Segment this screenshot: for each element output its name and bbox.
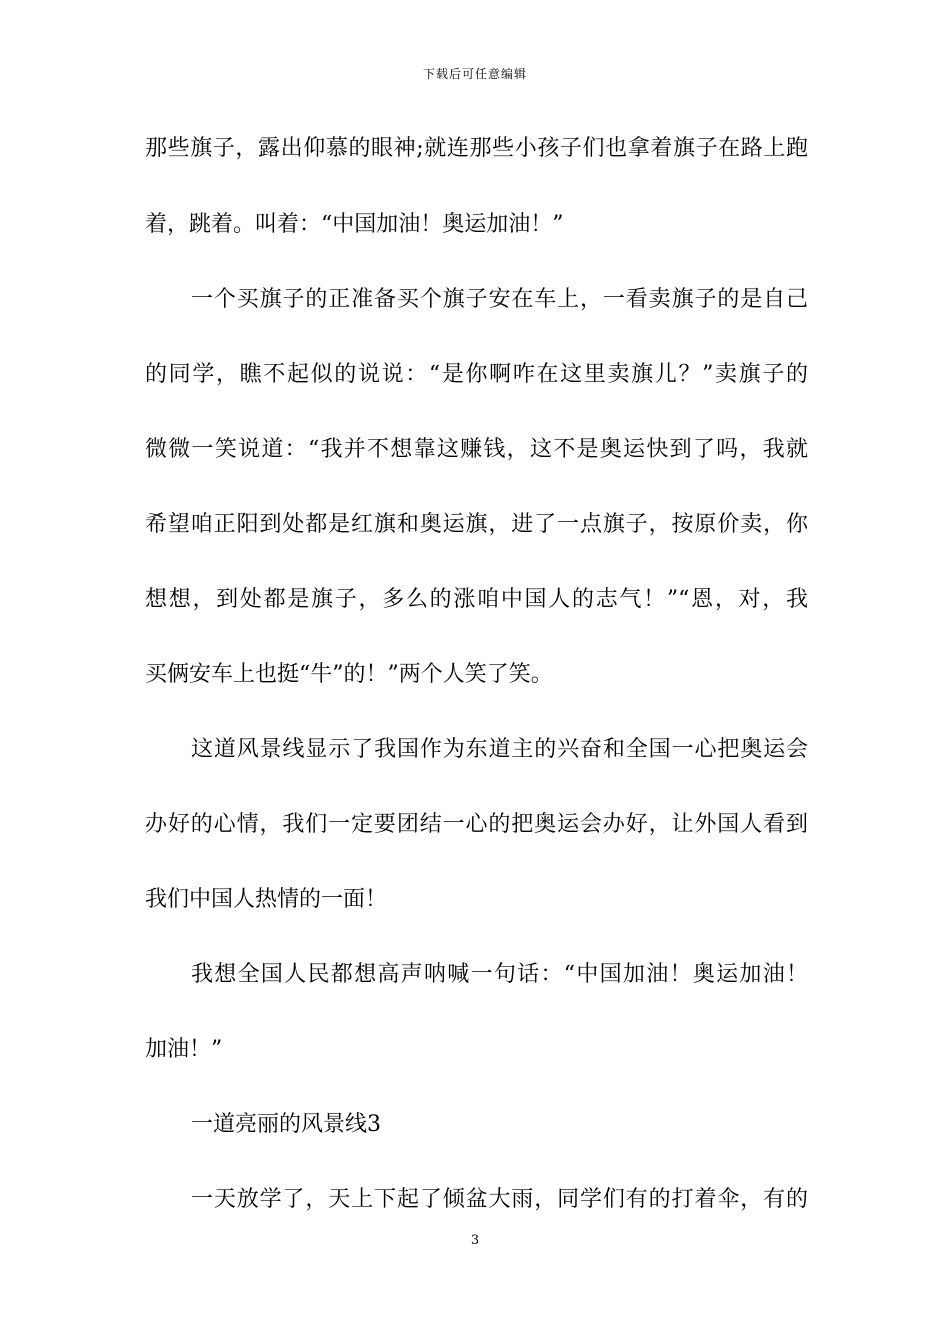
body-line: 我们中国人热情的一面！ — [145, 887, 388, 912]
body-line: 的同学，瞧不起似的说说：“是你啊咋在这里卖旗儿？”卖旗子的 — [145, 362, 808, 387]
body-line: 一天放学了，天上下起了倾盆大雨，同学们有的打着伞，有的 — [191, 1187, 808, 1212]
body-line: 加油！” — [145, 1037, 223, 1062]
body-line: 那些旗子，露出仰慕的眼神;就连那些小孩子们也拿着旗子在路上跑 — [145, 136, 808, 161]
page-header: 下载后可任意编辑 — [422, 67, 527, 81]
body-line: 希望咱正阳到处都是红旗和奥运旗，进了一点旗子，按原价卖，你 — [145, 512, 808, 537]
body-line: 微微一笑说道：“我并不想靠这赚钱，这不是奥运快到了吗，我就 — [145, 437, 808, 462]
body-line: 一个买旗子的正准备买个旗子安在车上，一看卖旗子的是自己 — [191, 287, 808, 312]
body-line: 着，跳着。叫着：“中国加油！奥运加油！” — [145, 212, 564, 237]
body-line: 这道风景线显示了我国作为东道主的兴奋和全国一心把奥运会 — [191, 737, 808, 762]
body-line: 我想全国人民都想高声呐喊一句话：“中国加油！奥运加油！ — [191, 962, 808, 987]
section-heading: 一道亮丽的风景线3 — [191, 1112, 381, 1137]
body-line: 想想，到处都是旗子，多么的涨咱中国人的志气！”“恩，对，我 — [145, 587, 808, 612]
page-number: 3 — [470, 1233, 480, 1248]
body-line: 办好的心情，我们一定要团结一心的把奥运会办好，让外国人看到 — [145, 812, 808, 837]
body-line: 买俩安车上也挺“牛”的！”两个人笑了笑。 — [145, 662, 553, 687]
